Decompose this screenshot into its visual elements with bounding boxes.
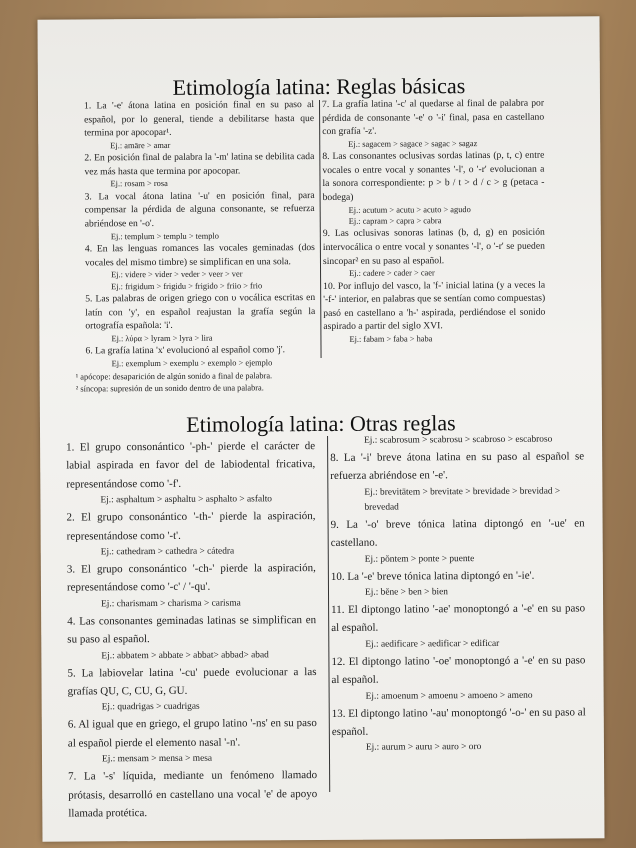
rule-example: Ej.: aurum > auru > auro > oro xyxy=(365,742,482,754)
rule-text: 9. La '-o' breve tónica latina diptongó en '-ue' en castellano. xyxy=(330,517,585,550)
rule-text: 10. La '-e' breve tónica latina diptongó en '-ie'. xyxy=(330,569,535,583)
rule-example: Ej.: templum > templu > templo xyxy=(110,231,219,241)
rule-example: Ej.: rosam > rosa xyxy=(110,179,168,189)
section-title-reglas-basicas: Etimología latina: Reglas básicas xyxy=(172,73,466,100)
rule-example: Ej.: quadrigas > cuadrigas xyxy=(101,702,200,713)
rule-text: 5. La labiovelar latina '-cu' puede evolucionar a las grafías QU, C, CU, G, GU. xyxy=(67,665,317,698)
rule-example: Ej.: videre > vider > veder > veer > ver xyxy=(111,269,243,280)
rule-text: 1. El grupo consonántico '-ph-' pierde el carácter de labial aspirada en favor del de labiodental fricativa, representándose como '-f'. xyxy=(66,440,316,491)
rule-text: 6. Al igual que en griego, el grupo latino '-ns' en su paso al español pierde el elemento nasal '-n'. xyxy=(67,717,317,750)
footnote: ² síncopa: supresión de un sonido dentro de una palabra. xyxy=(75,383,264,394)
document-page xyxy=(37,16,604,841)
rule-example: Ej.: amoenum > amoenu > amoeno > ameno xyxy=(365,690,533,702)
rule-text: 5. Las palabras de origen griego con υ vocálica escritas en latín con 'y', en español reajustan la grafía según la ortografía española: 'i'. xyxy=(85,292,316,332)
rule-text: 7. La grafía latina '-c' al quedarse al final de palabra por pérdida de consonante '-e' o '-i' final, pasa en castellano con grafía '-z'. xyxy=(321,97,545,138)
reglas-basicas-right-column xyxy=(322,97,546,346)
rule-text: 7. La '-s' líquida, mediante un fenómeno llamado prótasis, desarrolló en castellano una vocal 'e' de apoyo llamada protética. xyxy=(68,769,318,820)
reglas-basicas-left-column xyxy=(84,98,316,370)
rule-example: Ej.: charismam > charisma > carisma xyxy=(101,598,241,610)
footnotes xyxy=(76,370,376,396)
rule-example: Ej.: scabrosum > scabrosu > scabroso > escabroso xyxy=(364,434,553,446)
rule-example: Ej.: brevitātem > brevitate > brevidade > brevidad > brevedad xyxy=(364,486,561,513)
rule-example: Ej.: abbatem > abbate > abbat> abbad> abad xyxy=(101,649,269,662)
rule-example: Ej.: acutum > acutu > acuto > agudo xyxy=(348,204,471,215)
rule-example: Ej.: sagacem > sagace > sagac > sagaz xyxy=(348,138,478,149)
rule-example: Ej.: exemplum > exemplu > exemplo > ejemplo xyxy=(111,358,273,369)
section-title-otras-reglas: Etimología latina: Otras reglas xyxy=(186,410,456,437)
rule-text: 8. Las consonantes oclusivas sordas latinas (p, t, c) entre vocales o entre vocal y sonantes '-l', o '-r' evolucionan a la sonora correspondiente: p > b / t > d / c > g (petaca - bodega) xyxy=(322,149,545,203)
rule-text: 10. Por influjo del vasco, la 'f-' inicial latina (y a veces la '-f-' interior, en palabras que se sentían como compuestas) pasó en castellano a 'h-' aspirada, perdiéndose el sonido aspirado a partir del siglo XVI. xyxy=(323,279,546,333)
rule-text: 9. Las oclusivas sonoras latinas (b, d, g) en posición intervocálica o entre vocal y sonantes '-l', o '-r' se pueden sincopar² en su paso al español. xyxy=(322,227,545,267)
rule-example: Ej.: fabam > faba > haba xyxy=(349,334,433,344)
rule-text: 12. El diptongo latino '-oe' monoptongó a '-e' en su paso al español. xyxy=(331,654,586,687)
rule-example: Ej.: amāre > amar xyxy=(110,140,171,151)
rule-text: 6. La grafía latina 'x' evolucionó al español como 'j'. xyxy=(85,344,286,357)
rule-example: Ej.: aedificare > aedificar > edificar xyxy=(365,638,500,650)
rule-example: Ej.: capram > capra > cabra xyxy=(348,216,442,226)
rule-text: 2. El grupo consonántico '-th-' pierde la aspiración, representándose como '-t'. xyxy=(66,510,316,543)
rule-example: Ej.: frigidum > frigidu > frigido > friio > frio xyxy=(111,280,263,291)
rule-example: Ej.: bĕne > ben > bien xyxy=(364,587,448,598)
rule-text: 13. El diptongo latino '-au' monoptongó '-o-' en su paso al español. xyxy=(331,706,586,739)
rule-text: 11. El diptongo latino '-ae' monoptongó a '-e' en su paso al español. xyxy=(331,602,586,635)
rule-example: Ej.: asphaltum > asphaltu > asphalto > asfalto xyxy=(100,494,273,506)
rule-text: 3. El grupo consonántico '-ch-' pierde la aspiración, representándose como '-c' / '-qu'. xyxy=(66,562,316,594)
rule-example: Ej.: cadere > cader > caer xyxy=(349,268,435,278)
rule-text: 4. Las consonantes geminadas latinas se simplifican en su paso al español. xyxy=(67,613,317,646)
footnote: ¹ apócope: desaparición de algún sonido a final de palabra. xyxy=(75,371,273,382)
column-divider xyxy=(319,100,322,358)
rule-text: 4. En las lenguas romances las vocales geminadas (dos vocales del mismo timbre) se simplifican en una sola. xyxy=(84,242,315,269)
rule-text: 2. En posición final de palabra la '-m' latina se debilita cada vez más hasta que termina por apocopar. xyxy=(84,151,315,178)
rule-example: Ej.: mensam > mensa > mesa xyxy=(101,753,213,765)
rule-text: 8. La '-i' breve átona latina en su paso al español se refuerza abriéndose en '-e'. xyxy=(330,450,585,483)
rule-example: Ej.: cathedram > cathedra > cátedra xyxy=(100,546,235,558)
otras-reglas-left-column xyxy=(66,437,317,823)
rule-text: 3. La vocal átona latina '-u' en posición final, para compensar la pérdida de alguna consonante, se refuerza abriéndose en '-o'. xyxy=(84,189,315,230)
rule-example: Ej.: λύρα > lyram > lyra > lira xyxy=(111,333,213,344)
rule-text: 1. La '-e' átona latina en posición final en su paso al español, por lo general, tiende a debilitarse hasta que termina por apocopar¹. xyxy=(83,99,315,139)
rule-example: Ej.: pŏntem > ponte > puente xyxy=(364,553,475,565)
otras-reglas-right-column xyxy=(330,432,586,756)
